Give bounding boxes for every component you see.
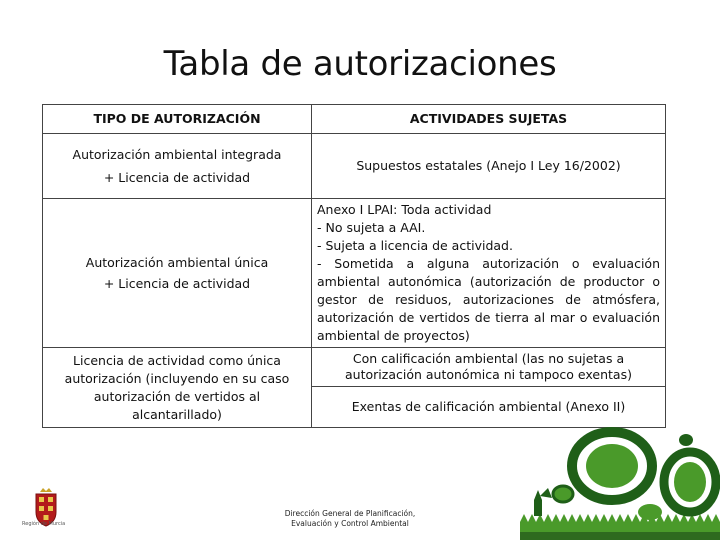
cell-actividades: Supuestos estatales (Anejo I Ley 16/2002)	[312, 134, 666, 199]
header-tipo: TIPO DE AUTORIZACIÓN	[43, 105, 312, 134]
header-actividades: ACTIVIDADES SUJETAS	[312, 105, 666, 134]
actividad-line: - Sujeta a licencia de actividad.	[317, 238, 513, 253]
cell-tipo-line: + Licencia de actividad	[103, 169, 251, 185]
footer-line: Dirección General de Planificación,	[284, 509, 416, 518]
actividad-line: - Sometida a alguna autorización o evaluación ambiental autonómica (autorización de productor o gestor de residuos, autorizaciones de atmósfera, autorización de vertidos de tierra al mar o evaluación ambiental de proyectos)	[317, 256, 660, 343]
actividad-line: - No sujeta a AAI.	[317, 220, 426, 235]
cell-actividades: Con calificación ambiental (las no sujetas a autorización autonómica ni tampoco exentas)	[312, 348, 666, 387]
page-title: Tabla de autorizaciones	[163, 44, 557, 84]
cell-actividades: Exentas de calificación ambiental (Anexo II)	[312, 387, 666, 428]
cell-tipo-line: + Licencia de actividad	[103, 275, 251, 291]
footer-line: Evaluación y Control Ambiental	[291, 519, 409, 528]
cell-tipo: Licencia de actividad como única autorización (incluyendo en su caso autorización de vertidos al alcantarillado)	[43, 348, 312, 428]
actividad-line: Anexo I LPAI: Toda actividad	[317, 202, 492, 217]
cell-tipo-line: Autorización ambiental única	[85, 254, 269, 270]
cell-tipo-line: Autorización ambiental integrada	[72, 146, 282, 162]
crest-caption: Región de Murcia	[22, 521, 66, 527]
